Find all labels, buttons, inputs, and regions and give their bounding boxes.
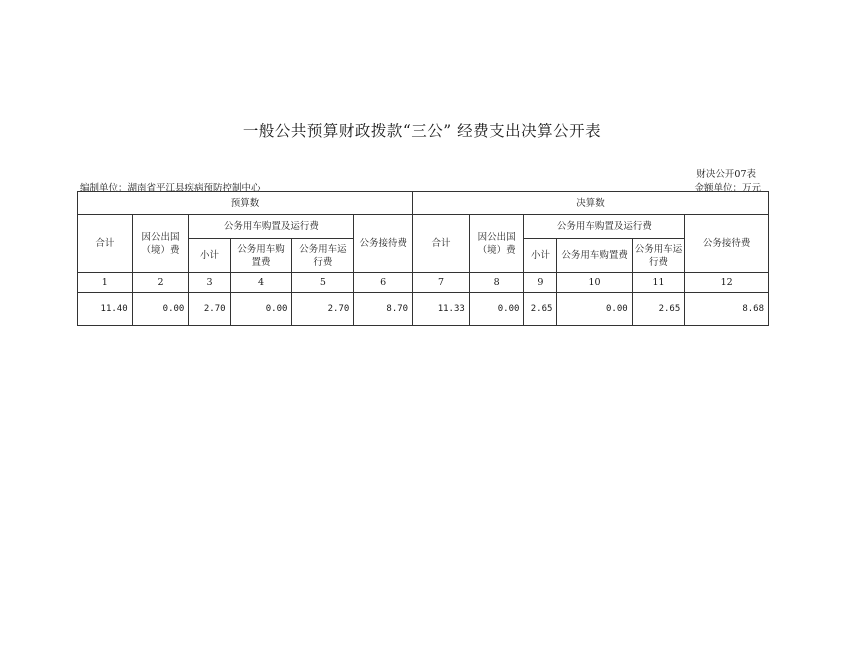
value-budget-vehicle-operation: 2.70 xyxy=(292,293,354,326)
column-number: 11 xyxy=(632,273,685,293)
column-number: 7 xyxy=(413,273,470,293)
header-actual-subtotal: 小计 xyxy=(524,239,557,273)
column-number: 5 xyxy=(292,273,354,293)
column-number: 6 xyxy=(354,273,413,293)
value-budget-reception: 8.70 xyxy=(354,293,413,326)
column-number: 9 xyxy=(524,273,557,293)
header-actual-reception: 公务接待费 xyxy=(685,215,769,273)
header-actual-total: 合计 xyxy=(413,215,470,273)
value-actual-vehicle-purchase: 0.00 xyxy=(557,293,632,326)
amount-unit: 金额单位：万元 xyxy=(694,183,761,194)
table-row xyxy=(78,293,769,326)
header-actual-vehicle-purchase: 公务用车购置费 xyxy=(557,239,632,273)
header-budget-abroad: 因公出国（境）费 xyxy=(132,215,189,273)
header-actual: 决算数 xyxy=(413,192,769,215)
form-number: 财决公开07表 xyxy=(696,169,756,180)
header-budget-total: 合计 xyxy=(78,215,133,273)
header-budget-subtotal: 小计 xyxy=(189,239,230,273)
value-budget-abroad: 0.00 xyxy=(132,293,189,326)
column-number: 10 xyxy=(557,273,632,293)
table-group-header-row xyxy=(78,192,769,215)
compiling-unit: 编制单位：湖南省平江县疾病预防控制中心 xyxy=(80,183,261,194)
value-budget-total: 11.40 xyxy=(78,293,133,326)
value-actual-subtotal: 2.65 xyxy=(524,293,557,326)
header-actual-vehicle-operation: 公务用车运行费 xyxy=(632,239,685,273)
header-actual-abroad: 因公出国（境）费 xyxy=(469,215,524,273)
page-title: 一般公共预算财政拨款“三公” 经费支出决算公开表 xyxy=(242,122,602,140)
column-number: 1 xyxy=(78,273,133,293)
header-budget-vehicle-group: 公务用车购置及运行费 xyxy=(189,215,354,239)
column-number: 8 xyxy=(469,273,524,293)
value-actual-total: 11.33 xyxy=(413,293,470,326)
column-number: 4 xyxy=(230,273,292,293)
header-actual-vehicle-group: 公务用车购置及运行费 xyxy=(524,215,685,239)
value-budget-subtotal: 2.70 xyxy=(189,293,230,326)
table-header-row xyxy=(78,215,769,239)
value-actual-abroad: 0.00 xyxy=(469,293,524,326)
header-budget-vehicle-purchase: 公务用车购置费 xyxy=(230,239,292,273)
header-budget-reception: 公务接待费 xyxy=(354,215,413,273)
header-budget: 预算数 xyxy=(78,192,413,215)
column-number: 12 xyxy=(685,273,769,293)
column-number: 2 xyxy=(132,273,189,293)
column-number: 3 xyxy=(189,273,230,293)
value-actual-vehicle-operation: 2.65 xyxy=(632,293,685,326)
value-budget-vehicle-purchase: 0.00 xyxy=(230,293,292,326)
value-actual-reception: 8.68 xyxy=(685,293,769,326)
expenditure-table xyxy=(77,191,769,326)
column-number-row xyxy=(78,273,769,293)
header-budget-vehicle-operation: 公务用车运行费 xyxy=(292,239,354,273)
